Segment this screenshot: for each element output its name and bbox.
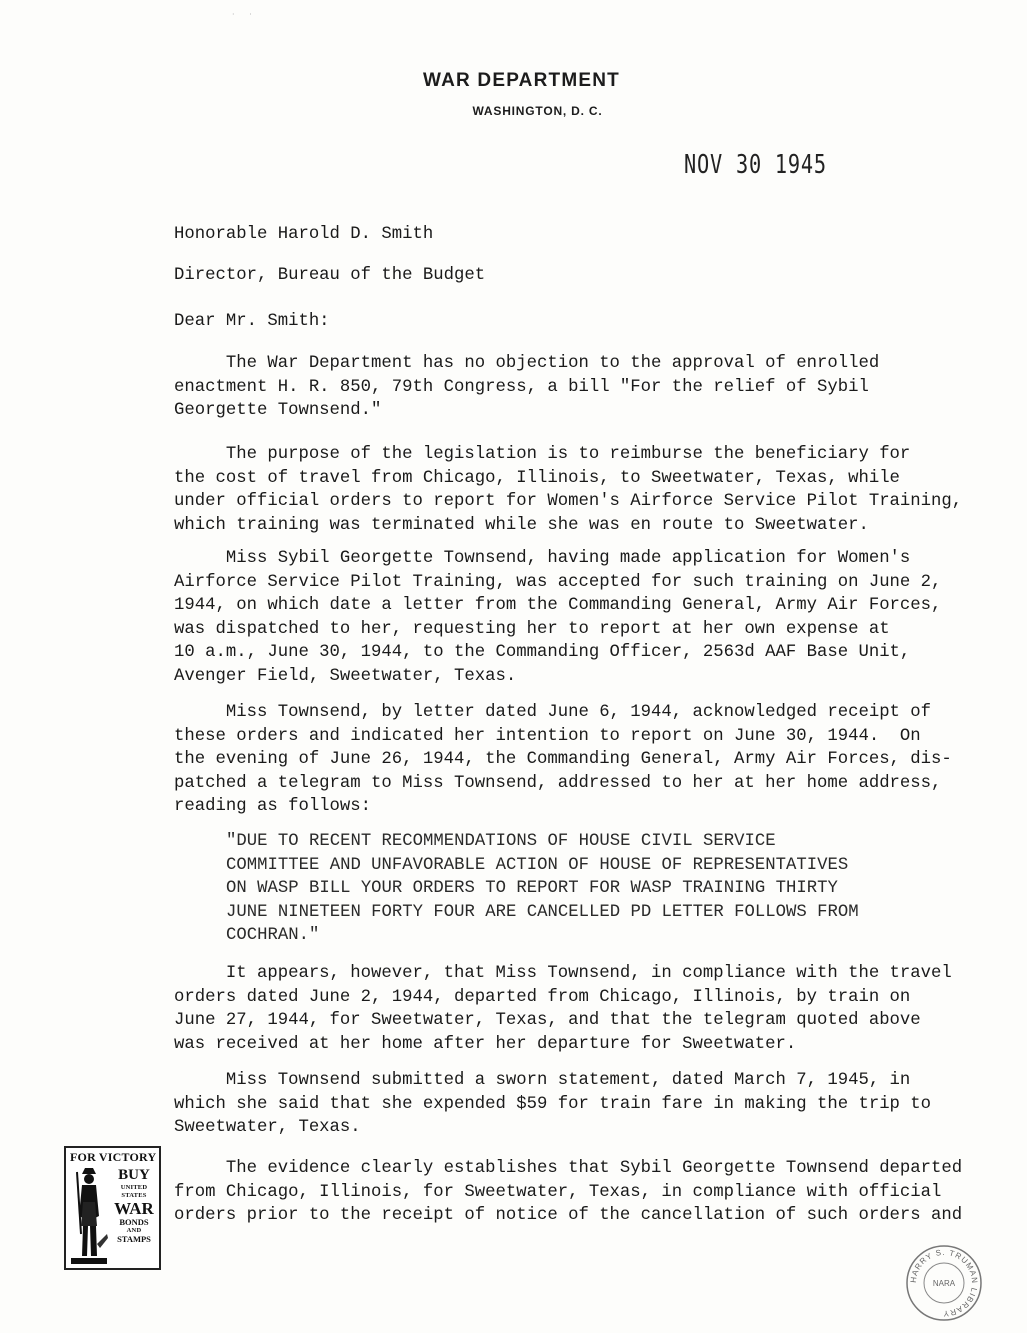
telegram-quote: "DUE TO RECENT RECOMMENDATIONS OF HOUSE CIVIL SERVICE COMMITTEE AND UNFAVORABLE ACTION OF HOUSE OF REPRESENTATIVES ON WASP BILL YOUR ORDERS TO REPORT FOR WASP TRAINING THIRTY JUNE NINETEEN FORTY FOUR ARE CANCELLED PD LETTER FOLLOWS FROM COCHRAN.": [226, 832, 859, 946]
library-seal-icon: [904, 1243, 984, 1323]
poster-and: AND: [126, 1226, 142, 1234]
poster-united: UNITED: [120, 1184, 148, 1191]
seal-center-text: NARA: [932, 1279, 956, 1288]
salutation: Dear Mr. Smith:: [174, 312, 330, 331]
poster-heading: FOR VICTORY: [70, 1150, 157, 1164]
date-stamp: NOV 30 1945: [684, 150, 827, 180]
body-paragraph-1: The War Department has no objection to the approval of enrolled enactment H. R. 850, 79th Congress, a bill "For the relief of Sybil Georgette Townsend.": [174, 354, 880, 421]
poster-states: STATES: [121, 1191, 147, 1199]
addressee-name: Honorable Harold D. Smith: [174, 225, 434, 244]
body-paragraph-3: Miss Sybil Georgette Townsend, having made application for Women's Airforce Service Pilot Training, was accepted for such training on June 2, 1944, on which date a letter from the Commanding General, Army Air Forces, was dispatched to her, requesting her to report at her own expense at 10 a.m., June 30, 1944, to the Commanding Officer, 2563d AAF Base Unit, Avenger Field, Sweetwater, Texas.: [174, 549, 942, 686]
poster-buy: BUY: [118, 1167, 150, 1183]
paper-marks: · ·: [232, 10, 258, 19]
seal-arc-text: HARRY S. TRUMAN LIBRARY: [908, 1247, 980, 1319]
letterhead-subtitle: WASHINGTON, D. C.: [472, 104, 603, 118]
war-bonds-poster: [64, 1146, 161, 1270]
poster-stamps: STAMPS: [117, 1234, 151, 1244]
addressee-title: Director, Bureau of the Budget: [174, 266, 486, 285]
body-paragraph-2: The purpose of the legislation is to reimburse the beneficiary for the cost of travel from Chicago, Illinois, to Sweetwater, Texas, while under official orders to report for Women's Airforce Service Pilot Training, which training was terminated while she was en route to Sweetwater.: [174, 445, 963, 535]
body-paragraph-7: The evidence clearly establishes that Sybil Georgette Townsend departed from Chicago, Illinois, for Sweetwater, Texas, in compliance with official orders prior to the receipt of notice of the cancellation of such orders and: [174, 1159, 963, 1226]
poster-words: [110, 1168, 158, 1245]
minuteman-icon: [69, 1164, 109, 1268]
poster-war: WAR: [114, 1199, 154, 1218]
poster-bonds: BONDS: [119, 1217, 149, 1227]
letterhead-title: WAR DEPARTMENT: [423, 70, 620, 91]
body-paragraph-5: It appears, however, that Miss Townsend, in compliance with the travel orders dated June 2, 1944, departed from Chicago, Illinois, by train on June 27, 1944, for Sweetwater, Texas, and that the telegram quoted above was received at her home after her departure for Sweetwater.: [174, 964, 952, 1054]
body-paragraph-6: Miss Townsend submitted a sworn statement, dated March 7, 1945, in which she said that she expended $59 for train fare in making the trip to Sweetwater, Texas.: [174, 1071, 932, 1138]
body-paragraph-4: Miss Townsend, by letter dated June 6, 1944, acknowledged receipt of these orders and indicated her intention to report on June 30, 1944. On the evening of June 26, 1944, the Commanding General, Army Air Forces, dis- patched a telegram to Miss Townsend, addressed to her at her home address, reading as follows:: [174, 703, 952, 817]
